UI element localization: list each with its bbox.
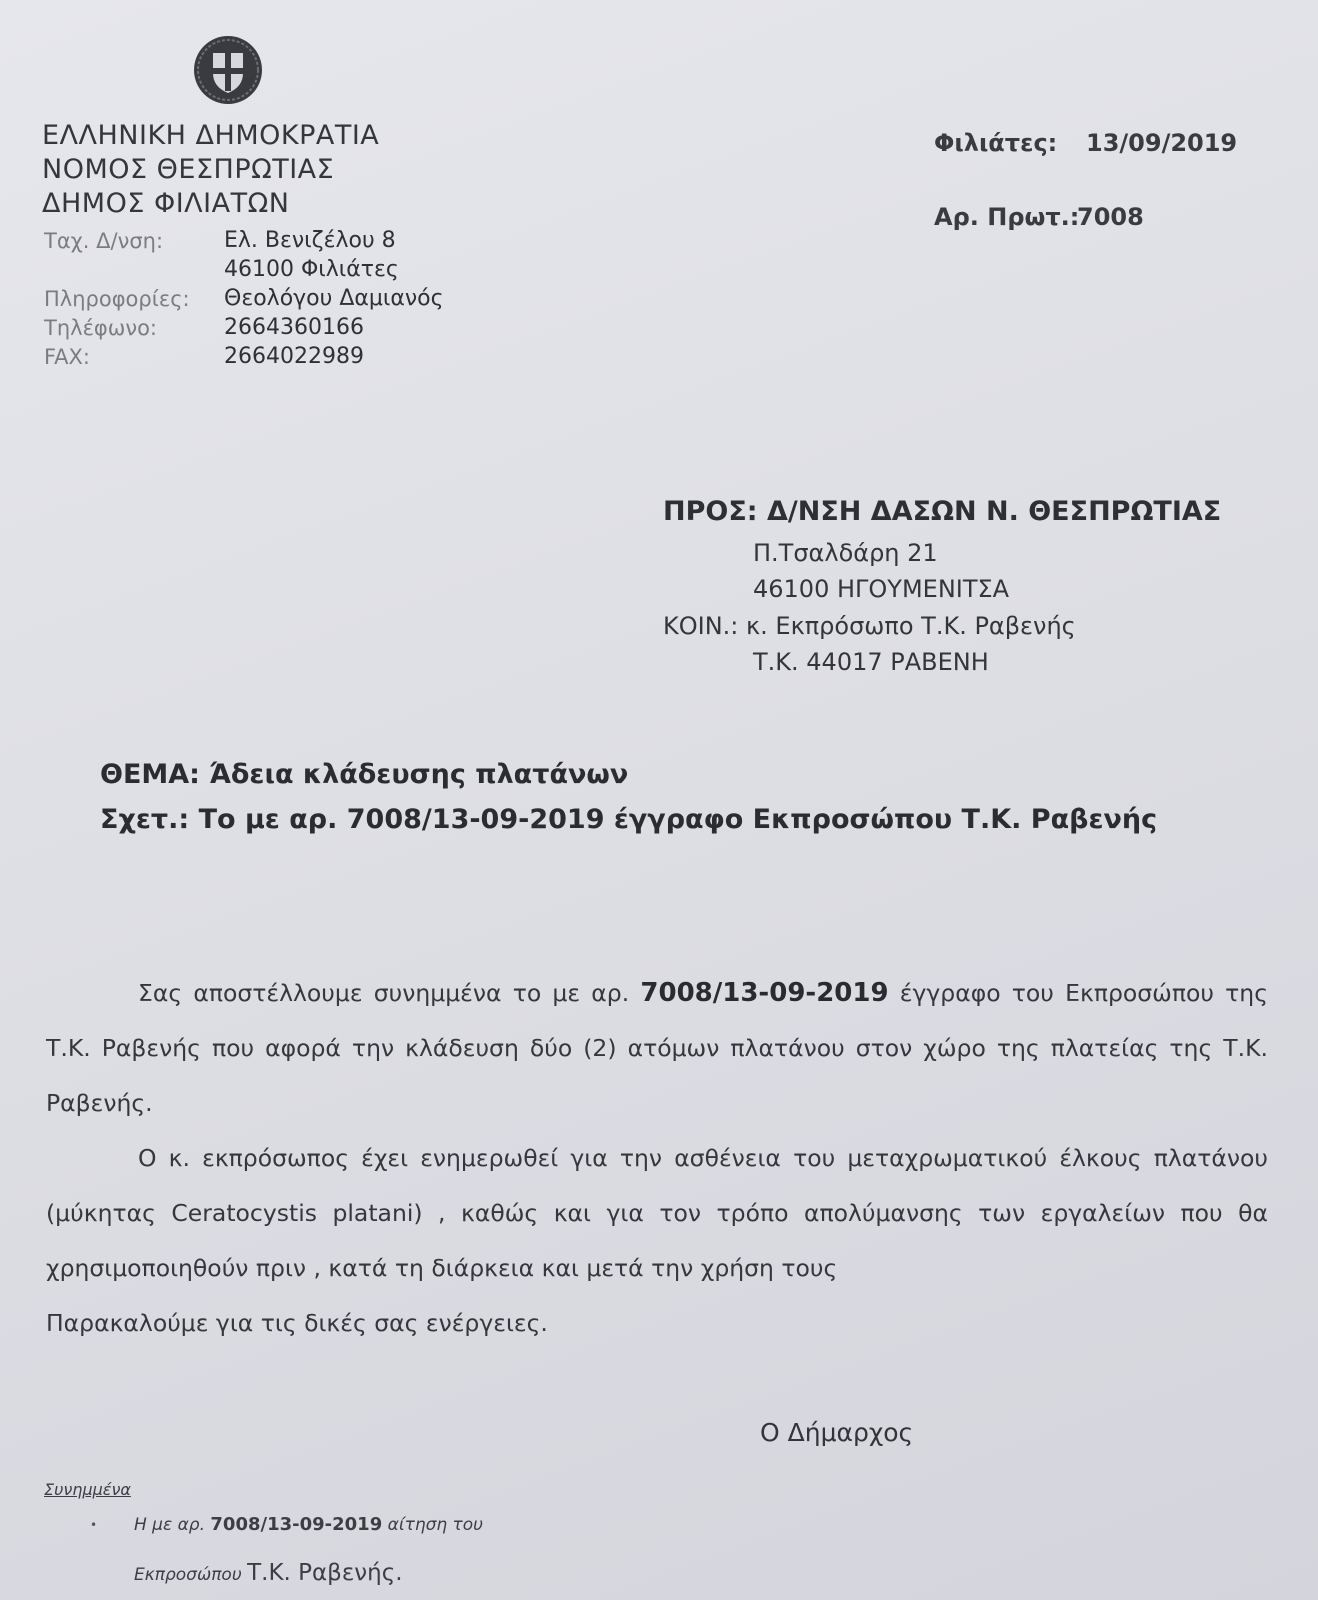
to-address-street: Π.Τσαλδάρη 21 [753,539,938,567]
attachment-prefix: Η με αρ. [134,1515,211,1535]
to-label: ΠΡΟΣ: [663,496,758,527]
attachment-line2-prefix: Εκπροσώπου [134,1565,248,1585]
attachment-item-line2 [134,1560,403,1586]
protocol-number: 7008 [1077,203,1144,231]
to-address-city: 46100 ΗΓΟΥΜΕΝΙΤΣΑ [753,575,1010,603]
body-paragraph-3: Παρακαλούμε για τις δικές σας ενέργειες. [46,1309,548,1337]
attachment-line2-name: Τ.Κ. Ραβενής. [247,1560,403,1586]
attachment-suffix: αίτηση του [382,1515,484,1535]
fax-label: FAX: [44,345,90,369]
cc-label: ΚΟΙΝ.: [663,612,739,640]
reference-line: Σχετ.: Το με αρ. 7008/13-09-2019 έγγραφο Εκπροσώπου Τ.Κ. Ραβενής [100,804,1158,835]
bullet-icon: • [90,1518,98,1532]
info-contact-value: Θεολόγου Δαμιανός [224,286,444,311]
p1-start: Σας αποστέλλουμε συνημμένα το με αρ. [138,979,641,1007]
place-label: Φιλιάτες: [934,129,1058,157]
body-paragraph-2: Ο κ. εκπρόσωπος έχει ενημερωθεί για την ασθένεια του μεταχρωματικού έλκους πλατάνου (μύκητας Ceratocystis platani) , καθώς και για τον τρόπο απολύμανσης των εργαλείων που θα χρησιμοποιηθούν πριν , κατά τη διάρκεια και μετά την χρήση τους [46,1144,1268,1282]
letter-body [46,966,1268,1351]
org-line-prefecture: ΝΟΜΟΣ ΘΕΣΠΡΩΤΙΑΣ [42,154,335,185]
cc-name: κ. Εκπρόσωπο Τ.Κ. Ραβενής [746,612,1076,640]
document-date: 13/09/2019 [1086,129,1238,157]
attachment-reference: 7008/13-09-2019 [210,1514,383,1535]
coat-of-arms-icon [191,33,265,107]
org-line-republic: ΕΛΛΗΝΙΚΗ ΔΗΜΟΚΡΑΤΙΑ [42,120,380,151]
subject-line: ΘΕΜΑ: Άδεια κλάδευσης πλατάνων [100,759,629,790]
info-contact-label: Πληροφορίες: [44,287,190,311]
body-paragraph-1 [46,966,1268,1131]
org-line-municipality: ΔΗΜΟΣ ΦΙΛΙΑΤΩΝ [42,188,290,219]
cc-line [663,612,1076,640]
fax-value: 2664022989 [224,344,364,369]
p1-end: έγγραφο του Εκπροσώπου της Τ.Κ. Ραβενής που αφορά την κλάδευση δύο (2) ατόμων πλατάνου στον χώρο της πλατείας της Τ.Κ. Ραβενής. [46,979,1268,1117]
recipient-heading [663,496,1221,527]
attachments-title: Συνημμένα [44,1480,131,1499]
postal-code-value: 46100 Φιλιάτες [224,257,399,282]
cc-address: Τ.Κ. 44017 ΡΑΒΕΝΗ [753,648,989,676]
phone-label: Τηλέφωνο: [44,316,158,340]
signature-title: Ο Δήμαρχος [760,1418,914,1447]
phone-value: 2664360166 [224,315,364,340]
address-label: Ταχ. Δ/νση: [44,229,164,253]
attachment-item [134,1514,483,1535]
protocol-label: Αρ. Πρωτ.: [934,203,1080,231]
to-name: Δ/ΝΣΗ ΔΑΣΩΝ Ν. ΘΕΣΠΡΩΤΙΑΣ [767,496,1222,527]
address-value: Ελ. Βενιζέλου 8 [224,228,396,253]
p1-reference: 7008/13-09-2019 [640,978,889,1008]
